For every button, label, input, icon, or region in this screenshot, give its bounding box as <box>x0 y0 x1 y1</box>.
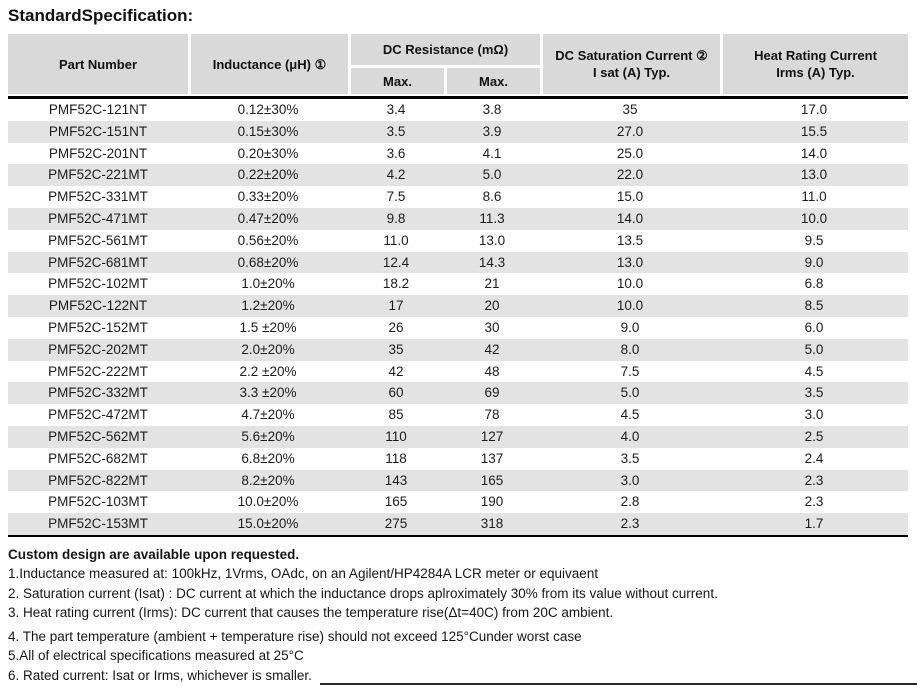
footnote-3: 3. Heat rating current (Irms): DC current that causes the temperature rise(Δt=40C) from 20C ambient. <box>8 605 614 621</box>
cell-dcr-max2: 318 <box>444 513 540 535</box>
table-row <box>8 361 908 383</box>
table-row <box>8 230 908 252</box>
cell-isat: 35 <box>622 102 638 117</box>
cell-irms: 4.5 <box>804 363 824 379</box>
cell-isat: 4.0 <box>540 426 720 448</box>
cell-dcr-max1: 118 <box>385 450 407 466</box>
cell-irms: 15.5 <box>720 121 908 143</box>
cell-part-number: PMF52C-151NT <box>8 121 188 143</box>
cell-irms: 11.0 <box>801 189 827 205</box>
cell-dcr-max1: 35 <box>348 339 444 361</box>
cell-inductance: 0.47±20% <box>188 208 348 230</box>
cell-part-number: PMF52C-122NT <box>8 295 188 317</box>
table-row <box>8 121 908 143</box>
table-row <box>8 426 908 448</box>
cell-dcr-max1: 18.2 <box>382 276 410 292</box>
cell-inductance: 0.56±20% <box>237 232 299 248</box>
cell-inductance: 15.0±20% <box>188 513 348 535</box>
cell-dcr-max2: 20 <box>444 295 540 317</box>
col-header-dc-saturation-current <box>540 34 720 94</box>
cell-irms: 2.4 <box>804 450 824 466</box>
cell-irms: 1.7 <box>720 513 908 535</box>
cell-irms: 13.0 <box>720 164 908 186</box>
footnote-1: 1.Inductance measured at: 100kHz, 1Vrms, OAdc, on an Agilent/HP4284A LCR meter or equivaent <box>8 566 599 582</box>
cell-inductance: 8.2±20% <box>188 470 348 492</box>
cell-irms: 3.0 <box>804 407 824 423</box>
cell-dcr-max2: 21 <box>484 276 500 292</box>
cell-dcr-max2: 13.0 <box>478 232 506 248</box>
cell-part-number: PMF52C-682MT <box>48 450 148 466</box>
cell-dcr-max2: 30 <box>484 319 500 335</box>
cell-dcr-max2: 48 <box>484 363 500 379</box>
cell-part-number: PMF52C-201NT <box>48 145 148 161</box>
cell-isat: 13.0 <box>540 252 720 274</box>
col-header-part-number: Part Number <box>8 34 188 94</box>
cell-dcr-max2: 137 <box>480 450 504 466</box>
cell-irms: 2.5 <box>720 426 908 448</box>
cell-dcr-max2: 69 <box>444 382 540 404</box>
cell-dcr-max2: 4.1 <box>482 145 502 161</box>
footnote-2: 2. Saturation current (Isat) : DC current at which the inductance drops aplroximately 30% from its value without current. <box>8 585 718 601</box>
footnote-4: 4. The part temperature (ambient + temperature rise) should not exceed 125°Cunder worst case <box>8 628 582 644</box>
cell-inductance: 2.2 ±20% <box>239 363 297 379</box>
cell-isat: 3.0 <box>540 470 720 492</box>
page-bottom-rule <box>320 683 917 685</box>
cell-dcr-max2: 127 <box>444 426 540 448</box>
cell-isat: 5.0 <box>540 382 720 404</box>
cell-part-number: PMF52C-331MT <box>48 189 148 205</box>
table-row <box>8 208 908 230</box>
heat-rating-line1: Heat Rating Current <box>754 48 877 63</box>
cell-inductance: 2.0±20% <box>188 339 348 361</box>
table-row <box>8 339 908 361</box>
cell-inductance: 10.0±20% <box>237 494 299 510</box>
cell-irms: 8.5 <box>720 295 908 317</box>
table-row <box>8 252 908 274</box>
footnote-5: 5.All of electrical specifications measured at 25°C <box>8 648 304 664</box>
cell-isat: 9.0 <box>620 319 640 335</box>
footnote-6: 6. Rated current: Isat or Irms, whichever is smaller. <box>8 667 312 683</box>
cell-dcr-max1: 26 <box>388 319 404 335</box>
custom-design-note: Custom design are available upon requested. <box>8 546 300 562</box>
cell-dcr-max1: 110 <box>348 426 444 448</box>
cell-dcr-max1: 275 <box>348 513 444 535</box>
cell-irms: 6.0 <box>804 319 824 335</box>
cell-irms: 3.5 <box>720 382 908 404</box>
cell-dcr-max2: 3.8 <box>482 102 502 117</box>
heat-rating-line2: Irms (A) Typ. <box>776 65 855 80</box>
cell-dcr-max1: 42 <box>388 363 404 379</box>
cell-inductance: 0.20±30% <box>237 145 299 161</box>
cell-isat: 2.3 <box>540 513 720 535</box>
table-row <box>8 448 908 470</box>
cell-part-number: PMF52C-681MT <box>8 252 188 274</box>
col-header-dcr-max-2: Max. <box>444 65 540 94</box>
cell-dcr-max1: 3.5 <box>348 121 444 143</box>
cell-part-number: PMF52C-152MT <box>48 319 148 335</box>
cell-part-number: PMF52C-562MT <box>8 426 188 448</box>
dc-saturation-line2: I sat (A) Typ. <box>592 65 671 80</box>
cell-part-number: PMF52C-102MT <box>48 276 148 292</box>
cell-inductance: 1.2±20% <box>188 295 348 317</box>
cell-irms: 2.3 <box>804 494 824 510</box>
col-header-inductance: Inductance (μH) ① <box>188 34 348 94</box>
cell-irms: 9.5 <box>804 232 824 248</box>
cell-isat: 10.0 <box>540 295 720 317</box>
spec-table-body <box>8 99 908 535</box>
page-title: StandardSpecification: <box>8 6 194 25</box>
cell-isat: 27.0 <box>540 121 720 143</box>
cell-part-number: PMF52C-332MT <box>8 382 188 404</box>
cell-irms: 9.0 <box>720 252 908 274</box>
cell-irms: 6.8 <box>804 276 824 292</box>
cell-dcr-max1: 3.4 <box>386 102 406 117</box>
cell-part-number: PMF52C-221MT <box>8 164 188 186</box>
spec-table-header <box>8 34 908 94</box>
cell-dcr-max1: 9.8 <box>348 208 444 230</box>
cell-dcr-max2: 14.3 <box>444 252 540 274</box>
cell-isat: 2.8 <box>620 494 640 510</box>
cell-dcr-max2: 11.3 <box>444 208 540 230</box>
cell-dcr-max2: 5.0 <box>444 164 540 186</box>
cell-dcr-max1: 12.4 <box>348 252 444 274</box>
cell-dcr-max1: 85 <box>388 407 404 423</box>
cell-part-number: PMF52C-153MT <box>8 513 188 535</box>
cell-dcr-max1: 4.2 <box>348 164 444 186</box>
cell-irms: 5.0 <box>720 339 908 361</box>
cell-part-number: PMF52C-202MT <box>8 339 188 361</box>
cell-isat: 3.5 <box>620 450 640 466</box>
cell-isat: 22.0 <box>540 164 720 186</box>
cell-irms: 2.3 <box>720 470 908 492</box>
cell-inductance: 1.0±20% <box>241 276 295 292</box>
col-header-dcr-max-1: Max. <box>348 65 444 94</box>
col-header-dc-resistance: DC Resistance (mΩ) <box>348 34 540 65</box>
table-row <box>8 186 908 208</box>
cell-dcr-max1: 143 <box>348 470 444 492</box>
cell-dcr-max1: 7.5 <box>386 189 406 205</box>
table-row <box>8 404 908 426</box>
table-row <box>8 317 908 339</box>
cell-isat: 4.5 <box>620 407 640 423</box>
cell-isat: 25.0 <box>616 145 644 161</box>
cell-dcr-max2: 8.6 <box>482 189 502 205</box>
cell-irms: 14.0 <box>800 145 828 161</box>
cell-part-number: PMF52C-222MT <box>48 363 148 379</box>
cell-part-number: PMF52C-103MT <box>48 494 148 510</box>
table-row <box>8 491 908 513</box>
cell-dcr-max2: 190 <box>480 494 504 510</box>
cell-dcr-max2: 42 <box>444 339 540 361</box>
cell-dcr-max1: 165 <box>384 494 408 510</box>
dc-saturation-line1: DC Saturation Current ② <box>555 48 708 63</box>
footnote-list <box>8 564 917 685</box>
cell-part-number: PMF52C-822MT <box>8 470 188 492</box>
cell-irms: 17.0 <box>800 102 828 117</box>
cell-inductance: 0.15±30% <box>188 121 348 143</box>
cell-inductance: 0.22±20% <box>188 164 348 186</box>
spec-table-rows <box>8 99 908 535</box>
cell-inductance: 3.3 ±20% <box>188 382 348 404</box>
col-header-heat-rating-current <box>720 34 908 94</box>
cell-isat: 14.0 <box>540 208 720 230</box>
table-bottom-rule <box>8 535 908 537</box>
table-row <box>8 99 908 121</box>
cell-dcr-max2: 3.9 <box>444 121 540 143</box>
cell-dcr-max2: 78 <box>484 407 500 423</box>
cell-irms: 10.0 <box>720 208 908 230</box>
cell-inductance: 4.7±20% <box>241 407 295 423</box>
cell-isat: 13.5 <box>616 232 644 248</box>
table-row <box>8 470 908 492</box>
cell-part-number: PMF52C-471MT <box>8 208 188 230</box>
table-row <box>8 143 908 165</box>
table-row <box>8 164 908 186</box>
cell-inductance: 1.5 ±20% <box>239 319 297 335</box>
cell-inductance: 0.68±20% <box>188 252 348 274</box>
cell-isat: 8.0 <box>540 339 720 361</box>
cell-part-number: PMF52C-472MT <box>48 407 148 423</box>
table-row <box>8 513 908 535</box>
cell-dcr-max1: 60 <box>348 382 444 404</box>
cell-isat: 7.5 <box>620 363 640 379</box>
cell-dcr-max1: 11.0 <box>383 232 409 248</box>
cell-isat: 15.0 <box>616 189 644 205</box>
cell-inductance: 6.8±20% <box>241 450 295 466</box>
table-row <box>8 295 908 317</box>
table-row <box>8 382 908 404</box>
footnotes <box>8 545 917 686</box>
cell-inductance: 0.33±20% <box>237 189 299 205</box>
cell-isat: 10.0 <box>616 276 644 292</box>
cell-inductance: 5.6±20% <box>188 426 348 448</box>
cell-dcr-max1: 3.6 <box>386 145 406 161</box>
table-row <box>8 273 908 295</box>
spec-table-container <box>8 34 908 537</box>
cell-inductance: 0.12±30% <box>237 102 299 117</box>
cell-dcr-max1: 17 <box>348 295 444 317</box>
cell-dcr-max2: 165 <box>444 470 540 492</box>
cell-part-number: PMF52C-121NT <box>48 102 148 117</box>
cell-part-number: PMF52C-561MT <box>48 232 148 248</box>
